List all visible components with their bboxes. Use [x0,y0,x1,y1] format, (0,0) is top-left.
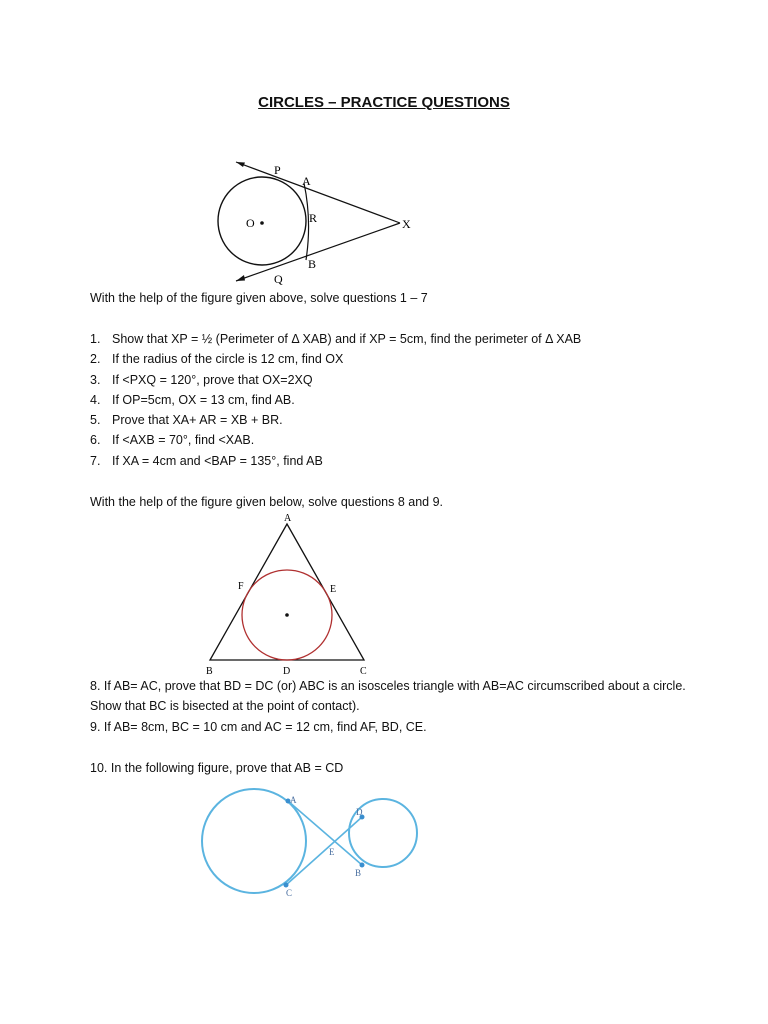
label-b: B [308,257,317,271]
label-x: X [402,217,411,231]
label-b: B [206,666,213,677]
question-6: 6. If <AXB = 70°, find <XAB. [90,433,255,448]
figure-circle-tangents [210,155,440,290]
label-a: A [290,795,297,805]
intro-questions-8-9: With the help of the figure given below, solve questions 8 and 9. [90,495,444,509]
center-dot [260,221,264,225]
arrow-lower [236,275,245,281]
label-r: R [309,211,318,225]
question-3: 3. If <PXQ = 120°, prove that OX=2XQ [90,372,313,387]
question-9: 9. If AB= 8cm, BC = 10 cm and AC = 12 cm, find AF, BD, CE. [90,720,427,734]
point-c [284,883,289,888]
label-e: E [330,584,337,595]
label-c: C [360,666,367,677]
label-q: Q [274,272,283,286]
figure-two-circles [198,785,428,900]
tangent-lower [236,223,400,281]
label-f: F [238,581,244,592]
label-o: O [246,216,255,230]
question-5: 5. Prove that XA+ AR = XB + BR. [90,413,283,428]
label-a: A [284,513,292,524]
point-b [360,863,365,868]
question-7: 7. If XA = 4cm and <BAP = 135°, find AB [90,453,323,468]
circle-o [218,177,306,265]
label-p: P [274,163,281,177]
question-10: 10. In the following figure, prove that AB = CD [90,761,344,775]
tangent-upper [236,162,400,223]
line-db [286,817,362,885]
question-2: 2. If the radius of the circle is 12 cm, find OX [90,352,344,367]
question-8: 8. If AB= AC, prove that BD = DC (or) ABC is an isosceles triangle with AB=AC circumscribed about a circle. Show that BC is bisected at the point of contact). [90,679,686,713]
intro-questions-1-7: With the help of the figure given above, solve questions 1 – 7 [90,291,428,305]
label-d: D [283,666,291,677]
question-4: 4. If OP=5cm, OX = 13 cm, find AB. [90,392,295,407]
label-d: D [356,807,363,817]
label-c: C [286,888,293,898]
incenter-dot [285,613,289,617]
label-a: A [302,174,311,188]
line-ac [288,801,362,865]
triangle-abc [210,524,364,660]
label-e: E [329,847,335,857]
question-list-1-7 [90,329,581,471]
question-1: 1. Show that XP = ½ (Perimeter of Δ XAB) and if XP = 5cm, find the perimeter of Δ XAB [90,332,582,346]
page-title: CIRCLES – PRACTICE QUESTIONS [258,94,510,111]
arrow-upper [236,162,245,167]
label-b: B [355,868,362,878]
figure-triangle-incircle [200,510,380,680]
